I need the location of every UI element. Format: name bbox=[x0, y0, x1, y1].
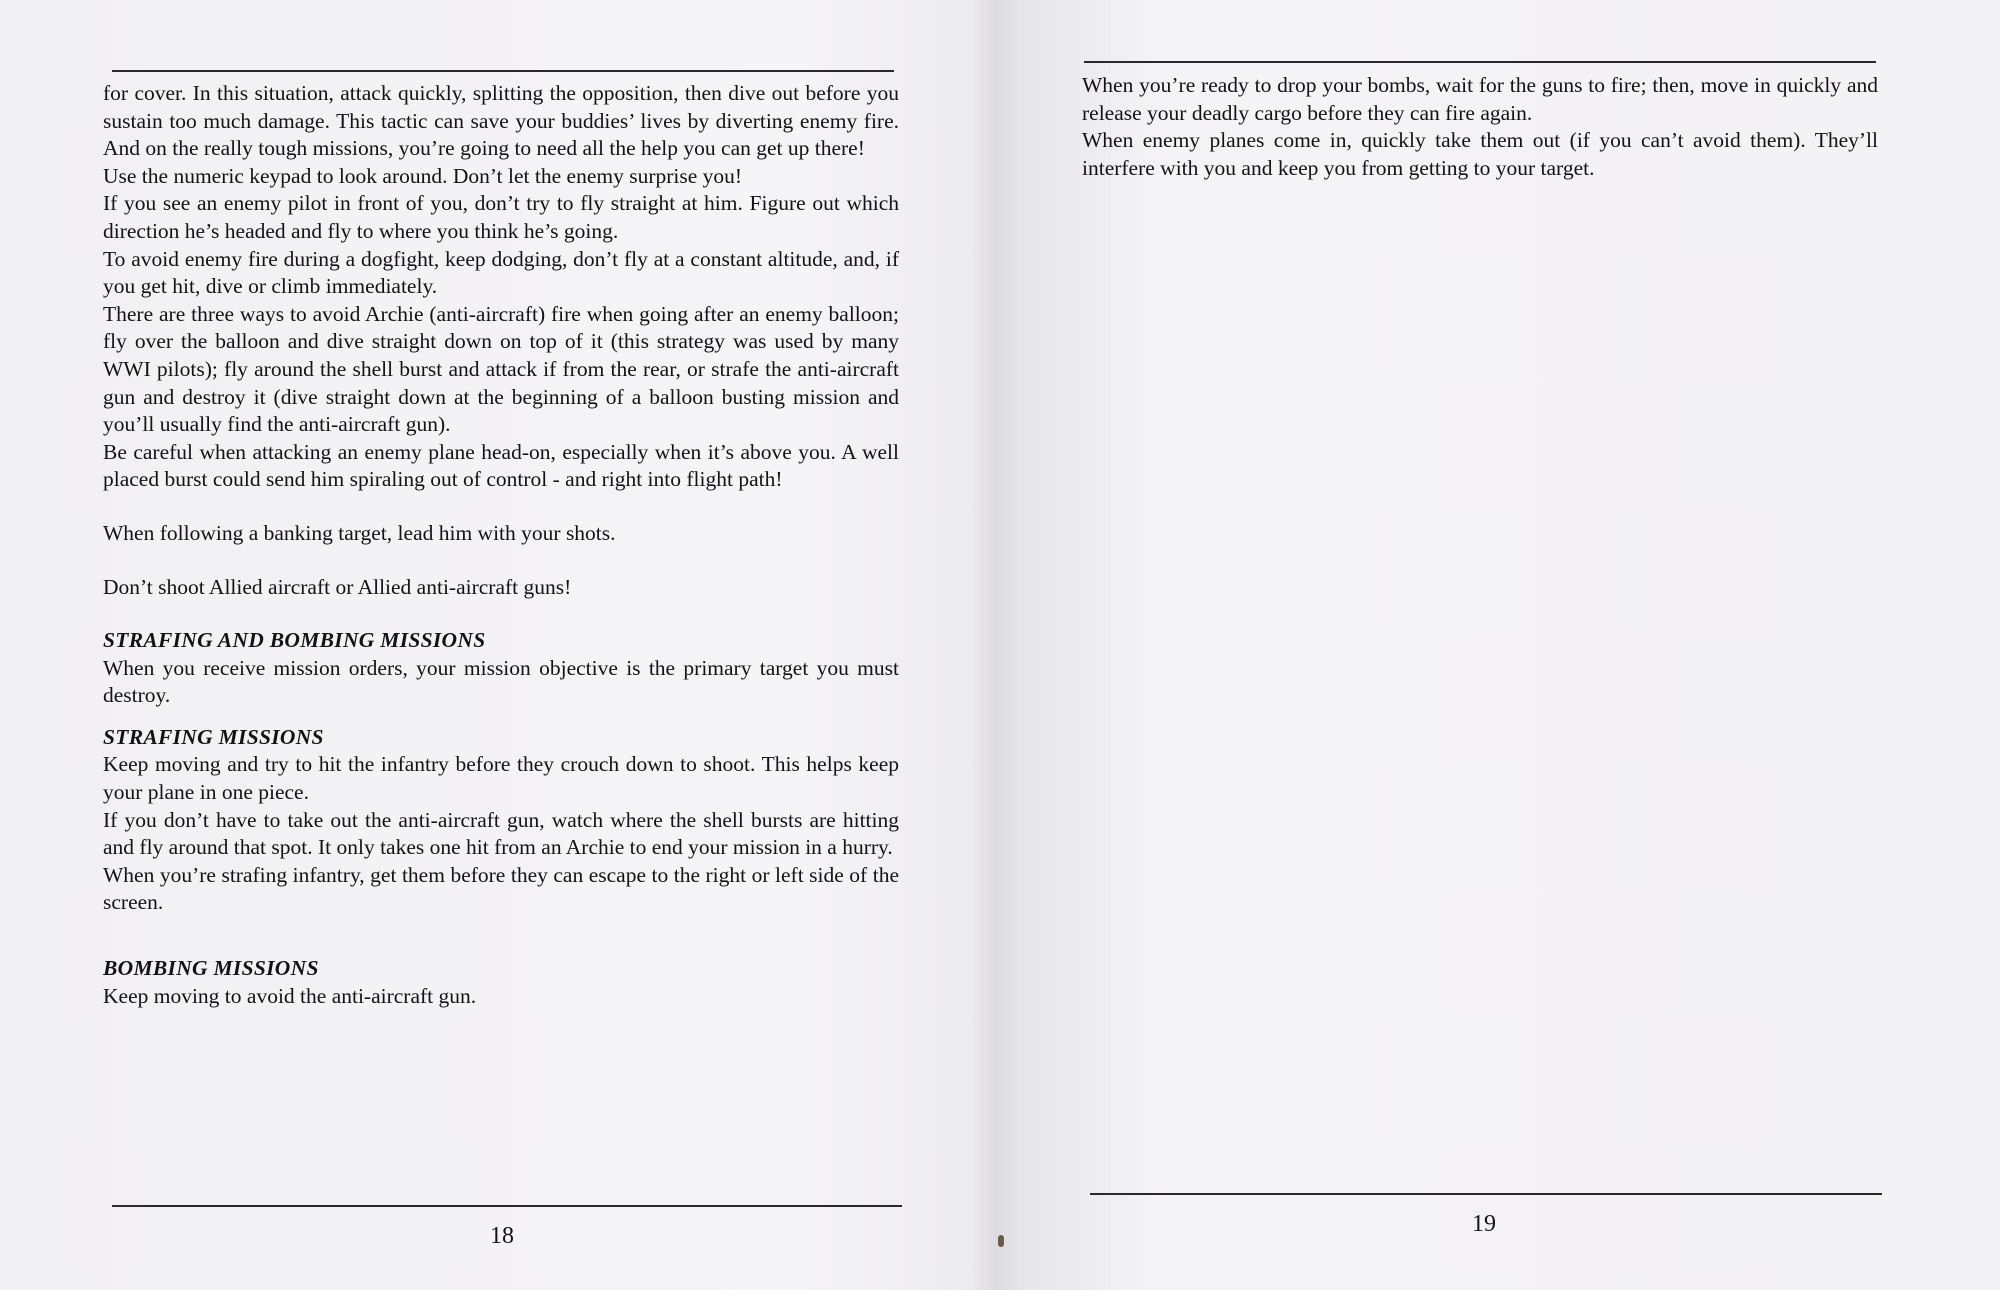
left-page-body bbox=[103, 80, 899, 1010]
paragraph: When following a banking target, lead him with your shots. bbox=[103, 520, 616, 545]
section-heading-strafing-and-bombing: STRAFING AND BOMBING MISSIONS bbox=[103, 628, 486, 653]
paragraph: To avoid enemy fire during a dogfight, keep dodging, don’t fly at a constant altitude, and, if you get hit, dive or climb immediately. bbox=[103, 246, 899, 299]
paragraph: Don’t shoot Allied aircraft or Allied anti-aircraft guns! bbox=[103, 574, 572, 599]
page-number: 19 bbox=[1472, 1211, 1496, 1237]
left-page bbox=[0, 0, 990, 1290]
paragraph: There are three ways to avoid Archie (anti-aircraft) fire when going after an enemy balloon; fly over the balloon and dive straight down on top of it (this strategy was used by many WWI pilots); fly around the shell burst and attack if from the rear, or strafe the anti-aircraft gun and destroy it (dive straight down at the beginning of a balloon busting mission and you’ll usually find the anti-aircraft gun). bbox=[103, 301, 899, 437]
paragraph: Use the numeric keypad to look around. Don’t let the enemy surprise you! bbox=[103, 163, 743, 188]
paragraph: When you’re ready to drop your bombs, wait for the guns to fire; then, move in quickly and release your deadly cargo before they can fire again. bbox=[1082, 73, 1878, 125]
right-page-body bbox=[1082, 72, 1878, 182]
paragraph: If you see an enemy pilot in front of you, don’t try to fly straight at him. Figure out which direction he’s headed and fly to where you think he’s going. bbox=[103, 191, 899, 243]
bottom-rule bbox=[112, 1205, 902, 1207]
right-page bbox=[1000, 0, 2000, 1290]
top-rule bbox=[112, 70, 894, 72]
paragraph: If you don’t have to take out the anti-aircraft gun, watch where the shell bursts are hitting and fly around that spot. It only takes one hit from an Archie to end your mission in a hurry. bbox=[103, 807, 899, 860]
section-heading-bombing: BOMBING MISSIONS bbox=[103, 956, 319, 981]
paragraph: When you’re strafing infantry, get them before they can escape to the right or left side of the screen. bbox=[103, 862, 899, 915]
bottom-rule bbox=[1090, 1193, 1882, 1195]
paragraph: Keep moving to avoid the anti-aircraft gun. bbox=[103, 983, 477, 1008]
paragraph: Be careful when attacking an enemy plane head-on, especially when it’s above you. A well placed burst could send him spiraling out of control - and right into flight path! bbox=[103, 439, 899, 492]
page-number: 18 bbox=[490, 1223, 514, 1249]
paragraph: When enemy planes come in, quickly take them out (if you can’t avoid them). They’ll interfere with you and keep you from getting to your target. bbox=[1082, 128, 1878, 180]
paragraph: for cover. In this situation, attack quickly, splitting the opposition, then dive out before you sustain too much damage. This tactic can save your buddies’ lives by diverting enemy fire. And on the really tough missions, you’re going to need all the help you can get up there! bbox=[103, 81, 899, 161]
section-heading-strafing: STRAFING MISSIONS bbox=[103, 724, 324, 749]
paragraph: When you receive mission orders, your mission objective is the primary target you must destroy. bbox=[103, 655, 899, 708]
paragraph: Keep moving and try to hit the infantry before they crouch down to shoot. This helps keep your plane in one piece. bbox=[103, 752, 899, 805]
top-rule bbox=[1084, 61, 1876, 63]
